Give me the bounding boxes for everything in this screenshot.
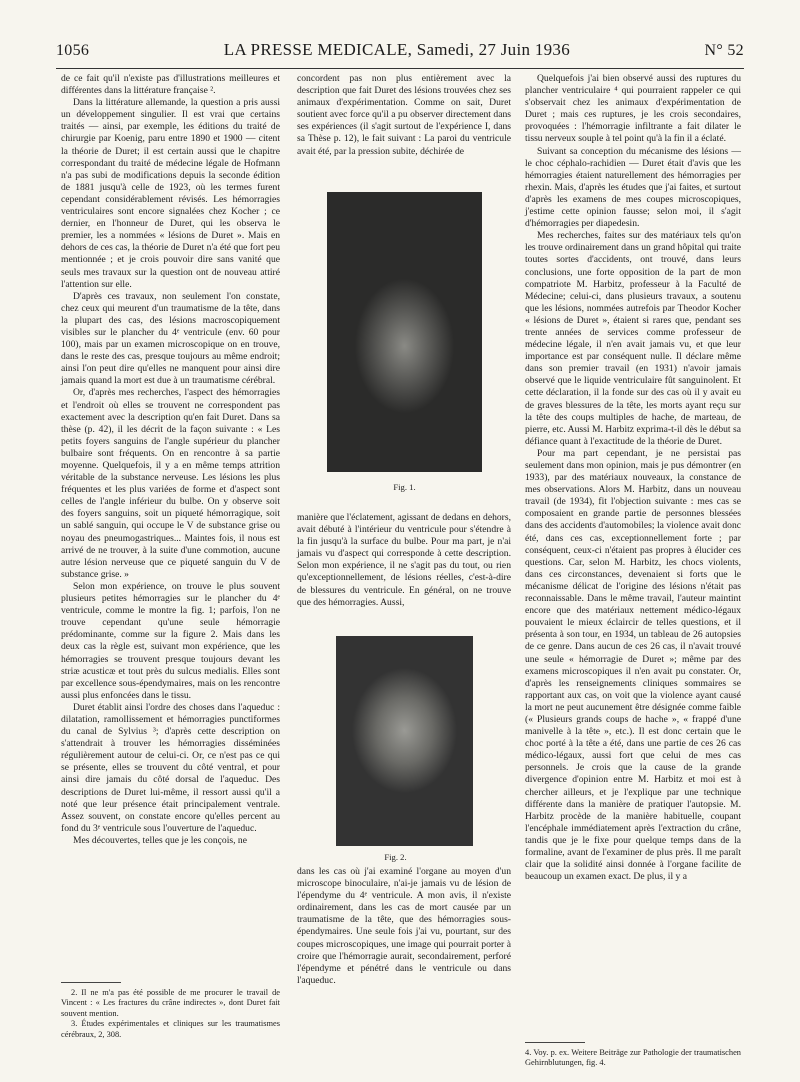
paragraph: manière que l'éclatement, agissant de dedans en dehors, avait débuté à l'intérieur du ventricule pour s'étendre à la fin jusqu'à la surface du bulbe. Pour ma part, je n'ai jamais vu d'aspect qui corresponde à cette description. Selon mon expérience, il ne s'agit pas du tout, ou rien qu'exceptionnellement, de lésions réelles, c'est-à-dire de blessures du ventricule. En général, on ne trouve que des hémorragies. Aussi,	[297, 512, 511, 608]
paragraph: de ce fait qu'il n'existe pas d'illustrations meilleures et différentes dans la littérature française ².	[61, 73, 280, 97]
page-number: 1056	[56, 42, 90, 59]
running-header	[56, 40, 744, 66]
paragraph: Mes recherches, faites sur des matériaux tels qu'on les trouve ordinairement dans un grand hôpital qui traite toutes sortes d'accidents, ont trouvé, dans leurs conclusions, une forte opposition de la part de mon compatriote M. Harbitz, professeur à la Faculté de Médecine; celui-ci, dans plusieurs travaux, a soutenu que les lésions, nommées autrefois par Theodor Kocher « lésions de Duret », étaient si rares que, pendant ses trente années de services comme professeur de médecine légale, il n'en avait jamais vu, et que leur importance est par conséquent nulle. Il déclare même dans son premier travail (en 1931) n'avoir jamais observé que le liquide ventriculaire fût sanguinolent. Et cette déclaration, il la fonde sur des cas où il y avait eu de graves blessures de la tête, les morts ayant reçu sur la tête des coups multiples de hache, de marteau, de pierre, etc. Aussi M. Harbitz exprima-t-il dès le début sa défiance quant à l'exactitude de la théorie de Duret.	[525, 230, 741, 447]
figure-1-photo	[327, 192, 482, 472]
footnotes-left	[61, 988, 280, 1040]
footnote-right: 4. Voy. p. ex. Weitere Beiträge zur Pathologie der traumatischen Gehirnblutungen, fig. 4.	[525, 1048, 741, 1068]
footnote-rule	[61, 982, 121, 983]
paragraph: Or, d'après mes recherches, l'aspect des hémorragies et l'endroit où elles se trouvent ne correspondent pas exactement avec la description qu'en fait Duret. Dans sa thèse (p. 42), il les décrit de la façon suivante : « Les petits foyers sanguins de l'angle supérieur du plancher bulbaire sont fréquents. On en rencontre à sa partie moyenne. Quelquefois, il y a en même temps attrition véritable de la substance nerveuse. Les lésions les plus fréquentes et les plus variées de forme et d'aspect sont celles de l'angle inférieur du bulbe. On y observe soit des foyers sanguins, soit un piqueté hémorragique, soit un sablé sanguin, qui occupe le V de substance grise ou noyau des pneumogastriques... Maintes fois, il nous est arrivé de ne trouver, à la suite d'une commotion, aucune autre lésion nerveuse que ce piqueté sanguin du V de substance grise. »	[61, 387, 280, 580]
issue-number: N° 52	[704, 42, 744, 59]
figure-2-photo	[336, 636, 473, 846]
paragraph: concordent pas non plus entièrement avec la description que fait Duret des lésions trouvées chez ses animaux d'expérimentation. Comme on sait, Duret soutient avec force qu'il a pu observer directement dans ses expériences (il s'agit surtout de l'expérience I, dans sa Thèse p. 12), le fait suivant : La paroi du ventricule avait été, par la pression subite, déchirée de	[297, 73, 511, 157]
footnote-rule	[525, 1042, 585, 1043]
footnote: 2. Il ne m'a pas été possible de me procurer le travail de Vincent : « Les fractures du crâne indirectes », dont Duret fait souvent mention.	[61, 988, 280, 1018]
footnote: 3. Études expérimentales et cliniques sur les traumatismes cérébraux, 2, 308.	[61, 1019, 280, 1039]
column-right	[525, 73, 741, 993]
paragraph: dans les cas où j'ai examiné l'organe au moyen d'un microscope binoculaire, n'ai-je jamais vu de lésion de l'épendyme du 4ᵉ ventricule. A mon avis, il n'existe ordinairement, dans les cas de mort causée par un traumatisme de la tête, que des hémorragies sous-épendymaires. Une seule fois j'ai vu, pourtant, sur des coupes microscopiques, une image qui pourrait porter à croire que l'hémorragie aurait, secondairement, perforé l'épendyme et pénétré dans le ventricule ou dans l'aqueduc.	[297, 866, 511, 986]
paragraph: Pour ma part cependant, je ne persistai pas seulement dans mon opinion, mais je pus démontrer (en 1933), par des matériaux nouveaux, la constance de mes observations. Alors M. Harbitz, dans un nouveau travail (de 1934), fit l'objection suivante : mes cas se composaient en grande partie de personnes blessées dans des accidents d'automobiles; la violence avait donc été, dans ces cas, exceptionnellement forte ; par conséquent, ceux-ci n'étaient pas propres à élucider ces questions. Car, selon M. Harbitz, les chocs violents, dans ces circonstances, devenaient si forts que le mécanisme délicat de l'origine des lésions n'était pas reconnaissable. Dans le même travail, l'auteur maintint encore que des matériaux nettement médico-légaux pouvaient le mieux éclaircir de telles questions, et il présenta à son tour, en 1934, un tableau de 26 autopsies de ce genre. Dans aucun de ces 26 cas, il n'avait trouvé une seule « hémorragie de Duret »; même par des examens microscopiques il n'en avait pu constater. Or, d'après les renseignements cliniques sommaires se rapportant aux cas, on voit que la violence ayant causé la mort ne peut aucunement être désignée comme faible (« Plusieurs grands coups de hache », « frappé d'une manivelle à la tête », etc.). Il est donc certain que le choc porté à la tête a été, dans une partie de ces 26 cas médico-légaux, aussi fort que celui de mes cas personnels. Je crois que la cause de la grande divergence d'opinion entre M. Harbitz et moi est à chercher ailleurs, et je l'explique par une technique différente dans la manière de pratiquer l'autopsie. M. Harbitz procède de la manière habituelle, coupant l'encéphale immédiatement après l'extraction du crâne, tandis que je le fixe pour quelque temps dans de la formaline, avant de l'examiner de plus près. Il me paraît clair que la solidité ainsi donnée à l'organe facilite de beaucoup un examen exact. De plus, il y a	[525, 447, 741, 883]
column-middle-top	[297, 73, 511, 188]
paragraph: Mes découvertes, telles que je les conçois, ne	[73, 834, 247, 846]
header-rule	[56, 68, 744, 69]
paragraph: D'après ces travaux, non seulement l'on constate, chez ceux qui meurent d'un traumatisme de la tête, dans la plupart des cas, des lésions macroscopiquement visibles sur le plancher du 4ᵉ ventricule (env. 60 pour 100), mais par un examen microscopique on en trouve, dans le reste des cas, presque toujours au même endroit; ainsi l'on peut dire qu'elles ne manquent pour ainsi dire jamais quand la mort est due à un traumatisme cérébral.	[61, 290, 280, 387]
figure-1-caption: Fig. 1.	[393, 482, 416, 492]
column-middle-mid	[297, 512, 511, 609]
paragraph: Suivant sa conception du mécanisme des lésions — le choc céphalo-rachidien — Duret était d'avis que les hémorragies étaient naturellement des hémorragies per rhexin. Mais, d'après les études que j'ai faites, et surtout d'après les examens de mes coupes microscopiques, j'estime cette opinion fausse; selon moi, il s'agit d'hémorragies per diapedesin.	[525, 145, 741, 230]
column-left	[61, 73, 280, 963]
paragraph: Quelquefois j'ai bien observé aussi des ruptures du plancher ventriculaire ⁴ qui pourraient rappeler ce qui s'observait chez les animaux d'expérimentation de Duret ; mais ces ruptures, je les crois secondaires, provoquées : l'hémorragie infiltrante a fait dilater le tissu nerveux souple à tel point qu'à la fin il a éclaté.	[525, 73, 741, 145]
column-middle-bottom	[297, 866, 511, 1076]
paragraph: Dans la littérature allemande, la question a pris aussi un développement singulier. Il est vrai que certains traités — ainsi, par exemple, les éditions du traité de chirurgie par Koenig, paru entre 1890 et 1900 — citent la théorie de Duret; il est certain aussi que le chapitre correspondant du traité de médecine légale de Hofmann n'a pas subi de modifications depuis la seconde édition de 1881 jusqu'à celle de 1923, où les termes furent cependant considérablement révisés. Les hémorragies ventriculaires sont encore signalées chez Kocher ; ce dernier, en l'honneur de Duret, qui les observa le premier, les a nommées « lésions de Duret ». Mais en dehors de ces cas, la théorie de Duret n'a été que fort peu mentionnée ; et je crois pouvoir dire sans vanité que seuls mes travaux sur la question ont de nouveau attiré l'attention sur elle.	[61, 97, 280, 290]
figure-2-caption: Fig. 2.	[384, 852, 407, 862]
paragraph: Selon mon expérience, on trouve le plus souvent plusieurs petites hémorragies sur le plancher du 4ᵉ ventricule, comme le montre la fig. 1; parfois, l'on ne trouve cependant qu'une seule hémorragie prédominante, comme sur la figure 2. Mais dans les deux cas la règle est, suivant mon expérience, que les hémorragies se trouvent presque toujours devant les striæ acusticæ et tout près du sulcus medialis. Elles sont par excellence sous-épendymaires, mais on les rencontre aussi plus enfoncées dans le tissu.	[61, 580, 280, 701]
paragraph: Duret établit ainsi l'ordre des choses dans l'aqueduc : dilatation, ramollissement et hémorragies punctiformes du canal de Sylvius ³; d'après cette description on s'attendrait à trouver les hémorragies disséminées régulièrement autour de celui-ci. Or, ce n'est pas ce qui se présente, elles se trouvent du côté ventral, et pour ainsi dire jamais du côté dorsal de l'aqueduc. Des descriptions de Duret lui-même, il ressort aussi qu'il a noté que leur présence était principalement ventrale. Assez souvent, on constate encore qu'elles percent au fond du 3ᵉ ventricule sous l'ouverture de l'aqueduc.	[61, 701, 280, 834]
journal-title: LA PRESSE MEDICALE, Samedi, 27 Juin 1936	[223, 40, 571, 59]
